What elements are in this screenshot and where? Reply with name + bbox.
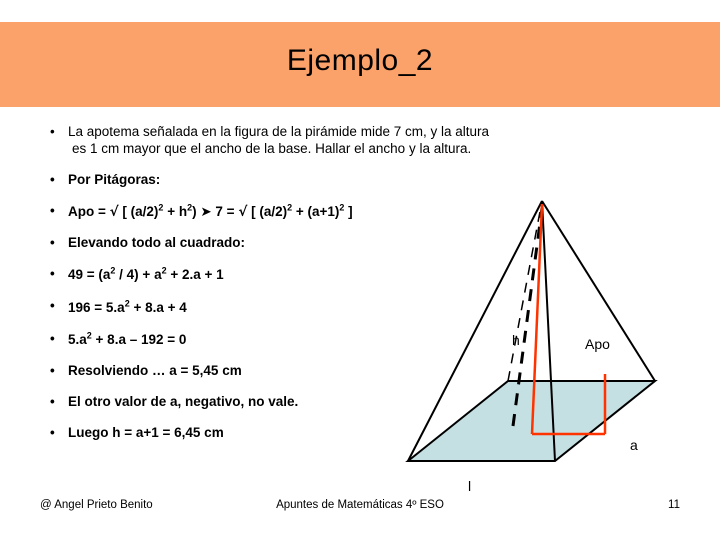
list-item-label-formula-squared: $49 = (a^2 / 4) + a^2 + 2.a + 1$ bbox=[68, 265, 224, 283]
label-height: h bbox=[512, 332, 520, 348]
bullet-marker: • bbox=[50, 393, 55, 409]
list-item-label-formula-quadratic: $5.a^2 + 8.a - 192 = 0$ bbox=[68, 330, 187, 348]
list-item-label: Luego h = a+1 = 6,45 cm bbox=[68, 424, 224, 440]
label-side-a: a bbox=[630, 437, 638, 453]
footer bbox=[0, 497, 720, 529]
bullet-marker: • bbox=[50, 171, 55, 187]
list-item-label: Elevando todo al cuadrado: bbox=[68, 235, 246, 250]
bullet-marker: • bbox=[50, 235, 55, 250]
bullet-marker: • bbox=[50, 330, 55, 346]
page-title: Ejemplo_2 bbox=[286, 44, 434, 77]
bullet-marker: • bbox=[50, 265, 55, 281]
list-item-label: Por Pitágoras: bbox=[68, 171, 161, 187]
bullet-marker: • bbox=[50, 298, 55, 314]
label-side-l: l bbox=[468, 478, 472, 494]
list-item-label: Resolviendo … a = 5,45 cm bbox=[68, 363, 242, 378]
footer-page-number: 11 bbox=[668, 499, 680, 511]
list-item bbox=[40, 124, 680, 158]
pyramid-edge-back-hidden bbox=[508, 201, 542, 381]
bullet-marker: • bbox=[50, 424, 55, 440]
label-apothem: Apo bbox=[585, 336, 610, 352]
list-item-label-formula-196: $196 = 5.a^2 + 8.a + 4$ bbox=[68, 298, 187, 315]
list-item-label-formula-apothem: Apo = √ [ $(a/2)^2 + h^2$) ➤ 7 = √ [ $(a/2)^2 + (a+1)^2$ ] bbox=[68, 202, 353, 221]
list-item-label-line2: es 1 cm mayor que el ancho de la base. Hallar el ancho y la altura. bbox=[72, 140, 472, 156]
bullet-marker: • bbox=[50, 202, 55, 218]
pyramid-edge-right bbox=[542, 201, 655, 381]
footer-author: @ Angel Prieto Benito bbox=[40, 499, 153, 511]
bullet-marker: • bbox=[50, 363, 55, 378]
list-item-label: El otro valor de a, negativo, no vale. bbox=[68, 393, 299, 409]
list-item-label: La apotema señalada en la figura de la pirámide mide 7 cm, y la altura bbox=[68, 124, 489, 139]
bullet-marker: • bbox=[50, 124, 55, 139]
footer-source: Apuntes de Matemáticas 4º ESO bbox=[276, 499, 444, 511]
